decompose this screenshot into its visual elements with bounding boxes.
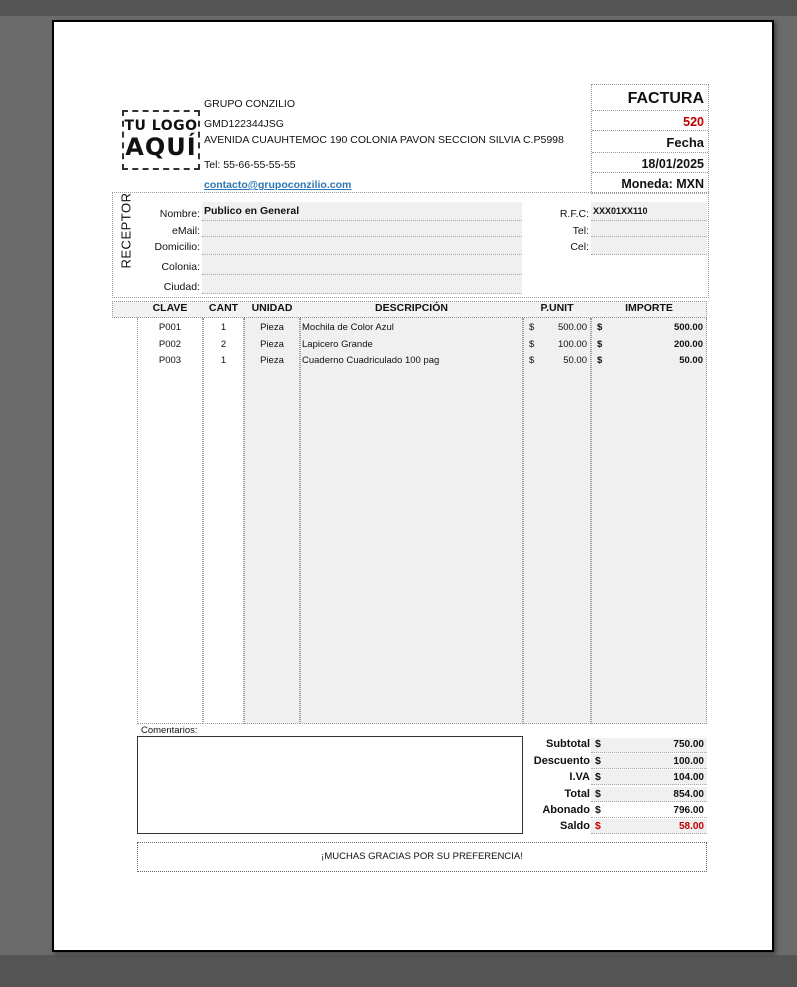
row-importe: 500.00 [673, 322, 703, 333]
colonia-field[interactable] [202, 255, 522, 275]
receptor-label: RECEPTOR [118, 192, 134, 269]
logo-line-2: AQUÍ [125, 133, 197, 161]
descuento-value: 100.00 [673, 756, 704, 767]
comments-box[interactable] [137, 736, 523, 834]
nombre-label: Nombre: [159, 208, 200, 220]
header-cant: CANT [208, 302, 239, 314]
invoice-date-label: Fecha [592, 131, 708, 153]
email-label: eMail: [171, 225, 200, 237]
email-field[interactable] [202, 221, 522, 237]
row-punit-symbol: $ [529, 339, 535, 350]
total-symbol: $ [595, 788, 601, 800]
invoice-header-box [591, 84, 709, 194]
row-cant: 1 [220, 355, 227, 366]
domicilio-label: Domicilio: [154, 241, 200, 253]
subtotal-value: 750.00 [673, 739, 704, 750]
abonado-value[interactable]: 796.00 [673, 805, 704, 816]
row-clave: P001 [158, 322, 182, 333]
row-punit: 500.00 [557, 322, 587, 333]
descuento-label: Descuento [533, 755, 590, 767]
tel-label: Tel: [572, 225, 589, 237]
company-address: AVENIDA CUAUHTEMOC 190 COLONIA PAVON SECCION SILVIA C.P5998 [204, 134, 564, 146]
row-punit: 100.00 [557, 339, 587, 350]
abonado-label: Abonado [542, 804, 590, 816]
iva-label: I.VA [569, 771, 590, 783]
ciudad-label: Ciudad: [163, 281, 200, 293]
logo-placeholder [122, 110, 200, 170]
header-descripcion: DESCRIPCIÓN [375, 302, 448, 314]
column-punit [523, 318, 591, 724]
saldo-label: Saldo [560, 820, 590, 832]
row-punit: 50.00 [563, 355, 587, 366]
column-descripcion [300, 318, 523, 724]
row-importe: 200.00 [673, 339, 703, 350]
header-clave: CLAVE [152, 302, 188, 314]
viewer-top-bar [0, 0, 797, 16]
cel-label: Cel: [570, 241, 589, 253]
rfc-field[interactable]: XXX01XX110 [591, 202, 707, 221]
cel-field[interactable] [591, 237, 707, 255]
invoice-currency: Moneda: MXN [621, 177, 704, 191]
column-cant [203, 318, 244, 724]
descuento-symbol: $ [595, 755, 601, 767]
row-descripcion: Mochila de Color Azul [302, 322, 394, 333]
domicilio-field[interactable] [202, 237, 522, 255]
row-unidad: Pieza [260, 322, 284, 333]
invoice-title: FACTURA [592, 85, 708, 111]
row-importe-symbol: $ [597, 322, 603, 333]
tel-field[interactable] [591, 221, 707, 237]
invoice-number: 520 [592, 111, 708, 131]
invoice-page [52, 20, 774, 952]
row-unidad: Pieza [260, 339, 284, 350]
viewer-bottom-bar [0, 955, 797, 987]
row-punit-symbol: $ [529, 322, 535, 333]
comments-label: Comentarios: [141, 725, 198, 736]
invoice-date: 18/01/2025 [592, 153, 708, 173]
row-descripcion: Cuaderno Cuadriculado 100 pag [302, 355, 440, 366]
ciudad-field[interactable] [202, 275, 522, 294]
nombre-field[interactable]: Publico en General [202, 202, 522, 221]
row-importe-symbol: $ [597, 339, 603, 350]
row-punit-symbol: $ [529, 355, 535, 366]
row-unidad: Pieza [260, 355, 284, 366]
company-name: GRUPO CONZILIO [204, 98, 296, 110]
footer-thanks: ¡MUCHAS GRACIAS POR SU PREFERENCIA! [137, 842, 707, 872]
header-punit: P.UNIT [540, 302, 574, 314]
subtotal-label: Subtotal [546, 738, 590, 750]
row-cant: 2 [220, 339, 227, 350]
iva-symbol: $ [595, 771, 601, 783]
header-importe: IMPORTE [625, 302, 673, 314]
row-clave: P002 [158, 339, 182, 350]
row-clave: P003 [158, 355, 182, 366]
row-importe: 50.00 [679, 355, 703, 366]
column-importe [591, 318, 707, 724]
abonado-symbol: $ [595, 804, 601, 816]
total-value: 854.00 [673, 789, 704, 800]
company-phone: Tel: 55-66-55-55-55 [204, 159, 296, 171]
rfc-label: R.F.C: [559, 208, 589, 220]
row-importe-symbol: $ [597, 355, 603, 366]
row-cant: 1 [220, 322, 227, 333]
saldo-symbol: $ [595, 820, 601, 832]
colonia-label: Colonia: [161, 261, 200, 273]
saldo-value: 58.00 [678, 821, 704, 832]
subtotal-symbol: $ [595, 738, 601, 750]
iva-value: 104.00 [673, 772, 704, 783]
logo-line-1: TU LOGO [124, 118, 198, 134]
company-email-link[interactable]: contacto@grupoconzilio.com [204, 179, 352, 191]
header-unidad: UNIDAD [251, 302, 293, 314]
company-rfc: GMD122344JSG [204, 118, 284, 130]
total-label: Total [564, 788, 590, 800]
row-descripcion: Lapicero Grande [302, 339, 373, 350]
column-unidad [244, 318, 300, 724]
column-clave [137, 318, 203, 724]
